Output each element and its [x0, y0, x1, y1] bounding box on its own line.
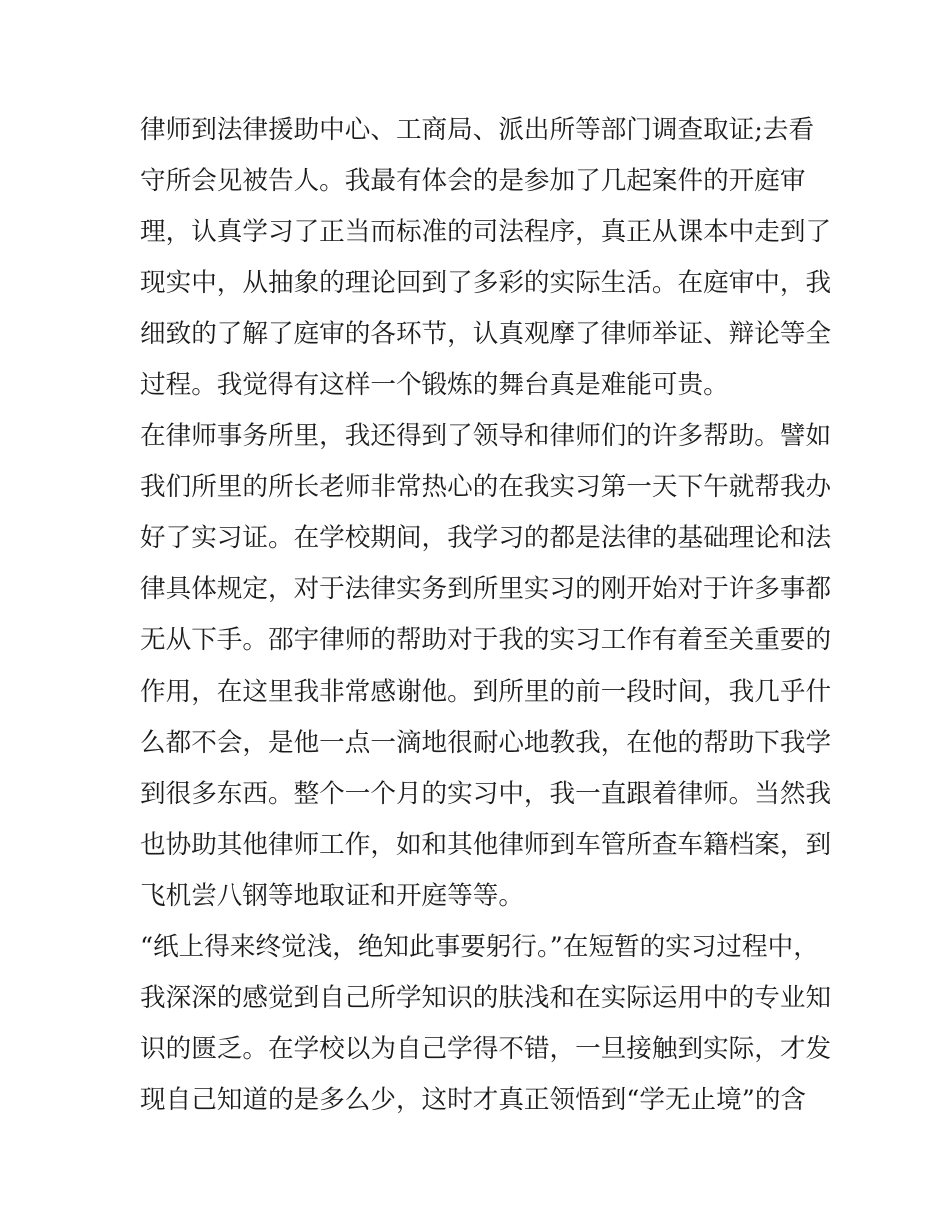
- paragraph-1: [140, 105, 832, 411]
- text-line: 到很多东西。整个一个月的实习中，我一直跟着律师。当然我: [140, 778, 832, 809]
- document-page: [140, 105, 832, 1126]
- text-line: 飞机尝八钢等地取证和开庭等等。: [140, 880, 524, 911]
- text-line: 理，认真学习了正当而标准的司法程序，真正从课本中走到了: [140, 217, 832, 248]
- text-line: 现实中，从抽象的理论回到了多彩的实际生活。在庭审中，我: [140, 268, 832, 299]
- text-line: 律具体规定，对于法律实务到所里实习的刚开始对于许多事都: [140, 574, 832, 605]
- text-line: 作用，在这里我非常感谢他。到所里的前一段时间，我几乎什: [140, 676, 832, 707]
- text-line: 识的匮乏。在学校以为自己学得不错，一旦接触到实际，才发: [140, 1033, 832, 1064]
- text-line: “纸上得来终觉浅，绝知此事要躬行。”在短暂的实习过程中，: [140, 931, 819, 962]
- text-line: 现自己知道的是多么少，这时才真正领悟到“学无止境”的含: [140, 1084, 807, 1115]
- paragraph-2: [140, 411, 832, 921]
- text-line: 我深深的感觉到自己所学知识的肤浅和在实际运用中的专业知: [140, 982, 832, 1013]
- text-line: 我们所里的所长老师非常热心的在我实习第一天下午就帮我办: [140, 472, 832, 503]
- text-line: 无从下手。邵宇律师的帮助对于我的实习工作有着至关重要的: [140, 625, 832, 656]
- text-line: 在律师事务所里，我还得到了领导和律师们的许多帮助。譬如: [140, 421, 832, 452]
- text-line: 也协助其他律师工作，如和其他律师到车管所查车籍档案，到: [140, 829, 832, 860]
- text-line: 细致的了解了庭审的各环节，认真观摩了律师举证、辩论等全: [140, 319, 832, 350]
- text-line: 律师到法律援助中心、工商局、派出所等部门调查取证;去看: [140, 115, 815, 145]
- text-line: 么都不会，是他一点一滴地很耐心地教我，在他的帮助下我学: [140, 727, 832, 758]
- paragraph-3: [140, 922, 832, 1126]
- text-line: 过程。我觉得有这样一个锻炼的舞台真是难能可贵。: [140, 370, 729, 401]
- text-line: 守所会见被告人。我最有体会的是参加了几起案件的开庭审: [140, 166, 806, 197]
- text-line: 好了实习证。在学校期间，我学习的都是法律的基础理论和法: [140, 523, 832, 554]
